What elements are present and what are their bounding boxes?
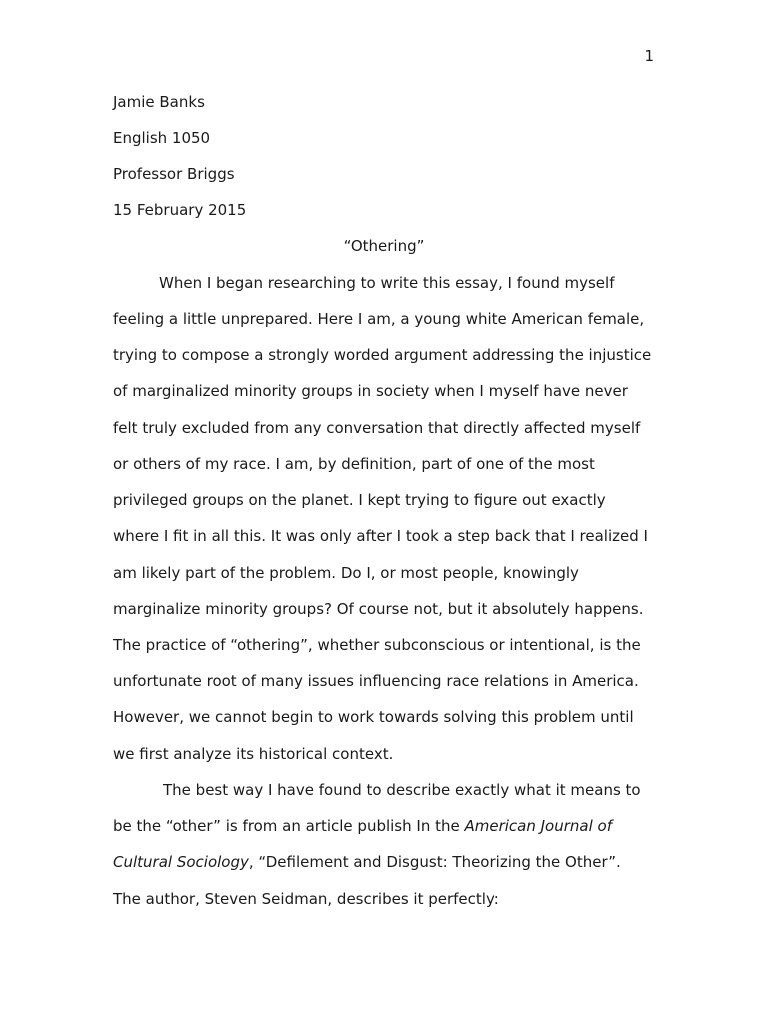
author-name: Jamie Banks: [113, 93, 205, 111]
date: 15 February 2015: [113, 201, 247, 219]
paragraph1-line: we first analyze its historical context.: [113, 745, 394, 763]
page-number: 1: [644, 47, 654, 65]
paragraph1-line: am likely part of the problem. Do I, or most people, knowingly: [113, 564, 579, 582]
essay-title: “Othering”: [343, 237, 425, 255]
paragraph1-line: feeling a little unprepared. Here I am, a young white American female,: [113, 310, 645, 328]
paragraph2-text: , “Defilement and Disgust: Theorizing the Other”.: [248, 853, 621, 871]
paragraph2-line: The best way I have found to describe exactly what it means to: [163, 781, 641, 799]
paragraph2-line: [113, 816, 612, 836]
paragraph1-line: However, we cannot begin to work towards solving this problem until: [113, 708, 634, 726]
paragraph1-line: felt truly excluded from any conversation that directly affected myself: [113, 419, 641, 437]
journal-title: American Journal of: [464, 817, 613, 835]
paragraph1-line: unfortunate root of many issues influencing race relations in America.: [113, 672, 639, 690]
paragraph2-text: be the “other” is from an article publish In the: [113, 817, 465, 835]
paragraph1-line: The practice of “othering”, whether subconscious or intentional, is the: [113, 636, 641, 654]
paragraph1-line: of marginalized minority groups in society when I myself have never: [113, 382, 628, 400]
paragraph1-line: marginalize minority groups? Of course not, but it absolutely happens.: [113, 600, 644, 618]
paragraph1-line: privileged groups on the planet. I kept trying to figure out exactly: [113, 491, 606, 509]
paragraph1-line: where I fit in all this. It was only after I took a step back that I realized I: [113, 527, 648, 545]
paragraph1-line: trying to compose a strongly worded argument addressing the injustice: [113, 346, 652, 364]
professor-name: Professor Briggs: [113, 165, 235, 183]
paragraph1-line: or others of my race. I am, by definition, part of one of the most: [113, 455, 595, 473]
paragraph2-line: [113, 852, 621, 872]
paragraph1-line: When I began researching to write this essay, I found myself: [159, 274, 615, 292]
paragraph2-line: The author, Steven Seidman, describes it perfectly:: [113, 890, 499, 908]
course-name: English 1050: [113, 129, 211, 147]
journal-title: Cultural Sociology: [113, 853, 249, 871]
